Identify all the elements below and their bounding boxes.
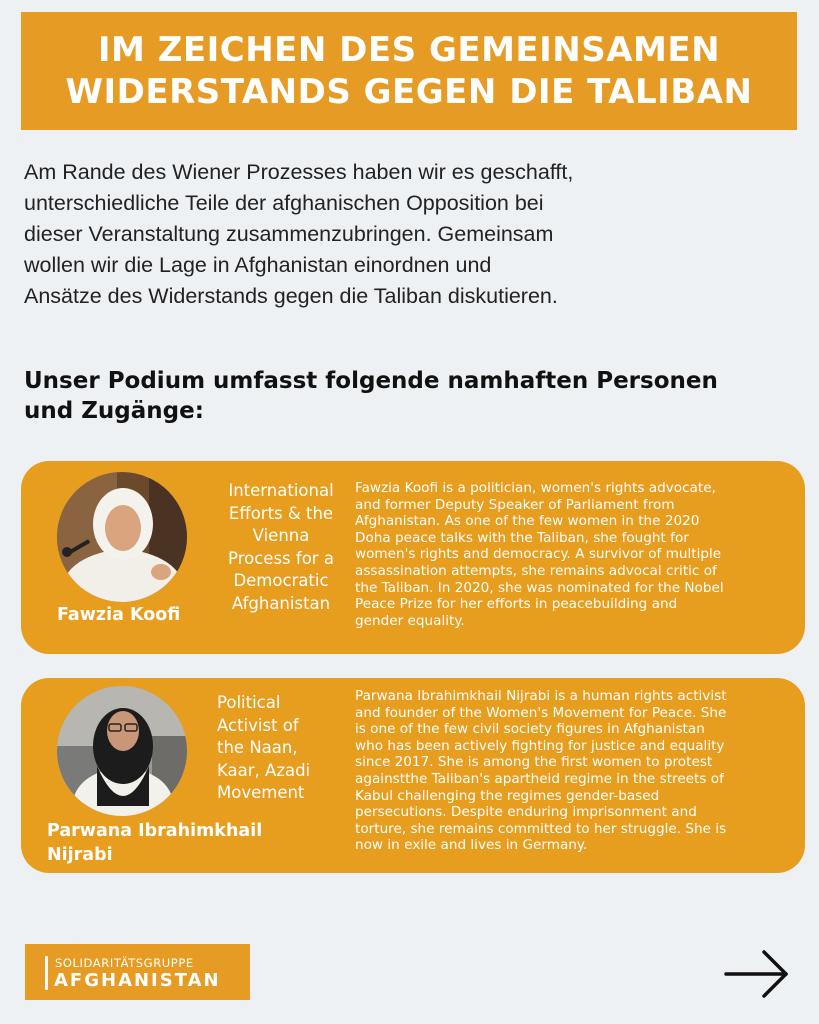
speaker-bio	[355, 688, 727, 854]
bio-line: now in exile and lives in Germany.	[355, 837, 588, 854]
topic-line: Process for a	[228, 548, 334, 568]
title-banner	[21, 12, 797, 130]
speaker-name: Fawzia Koofi	[57, 605, 181, 625]
speaker-topic	[211, 480, 351, 615]
bio-line: who has been actively fighting for justice and equality	[355, 737, 725, 754]
intro-paragraph	[24, 157, 804, 312]
speaker-card-fawzia-koofi	[21, 461, 805, 654]
speaker-card-parwana-nijrabi	[21, 678, 805, 873]
speaker-name-line: Nijrabi	[47, 845, 113, 865]
bio-line: Kabul challenging the regimes gender-based	[355, 787, 660, 804]
arrow-right-icon[interactable]	[722, 946, 792, 1002]
podium-heading	[24, 366, 784, 426]
title-line-2: WIDERSTANDS GEGEN DIE TALIBAN	[65, 72, 753, 112]
organization-logo	[25, 944, 250, 1000]
speaker-topic	[217, 692, 337, 805]
bio-line: Parwana Ibrahimkhail Nijrabi is a human rights activist	[355, 688, 727, 704]
intro-line: unterschiedliche Teile der afghanischen Opposition bei	[24, 191, 544, 215]
bio-line: the Taliban. In 2020, she was nominated for the Nobel	[355, 579, 724, 596]
bio-line: Doha peace talks with the Taliban, she fought for	[355, 529, 689, 546]
bio-line: Peace Prize for her efforts in peacebuilding and	[355, 596, 678, 613]
speaker-name-line: Parwana Ibrahimkhail	[47, 821, 263, 841]
topic-line: International	[228, 481, 334, 500]
bio-line: torture, she remains committed to her struggle. She is	[355, 820, 727, 837]
logo-mark-icon	[45, 956, 48, 990]
topic-line: Democratic	[233, 571, 329, 590]
bio-line: and former Deputy Speaker of Parliament from	[355, 496, 675, 513]
podium-heading-line: Unser Podium umfasst folgende namhaften Personen	[24, 368, 718, 394]
bio-line: since 2017. She is among the first women to protest	[355, 754, 713, 771]
topic-line: Kaar, Azadi	[217, 760, 311, 780]
speaker-photo	[57, 472, 187, 602]
bio-line: Afghanistan. As one of the few women in the 2020	[355, 513, 700, 530]
bio-line: women's rights and democracy. A survivor of multiple	[355, 546, 722, 563]
topic-line: Efforts & the	[228, 503, 334, 523]
bio-line: and founder of the Women's Movement for Peace. She	[355, 704, 727, 721]
speaker-photo	[57, 686, 187, 816]
bio-line: gender equality.	[355, 612, 465, 629]
bio-line: is one of the few civil society figures in Afghanistan	[355, 721, 705, 738]
topic-line: Afghanistan	[231, 593, 331, 613]
podium-heading-line: und Zugänge:	[24, 398, 204, 424]
topic-line: Vienna	[252, 526, 310, 545]
bio-line: againstthe Taliban's apartheid regime in the streets of	[355, 770, 724, 787]
intro-line: Am Rande des Wiener Prozesses haben wir es geschafft,	[24, 160, 574, 184]
logo-line-1: SOLIDARITÄTSGRUPPE	[55, 956, 194, 970]
logo-line-2: AFGHANISTAN	[54, 970, 221, 991]
title-line-1: IM ZEICHEN DES GEMEINSAMEN	[97, 30, 721, 70]
intro-line: wollen wir die Lage in Afghanistan einordnen und	[24, 253, 492, 277]
topic-line: the Naan,	[217, 738, 298, 757]
speaker-name	[47, 819, 262, 867]
bio-line: persecutions. Despite enduring imprisonment and	[355, 804, 697, 821]
bio-line: assassination attempts, she remains advocal critic of	[355, 562, 717, 579]
intro-line: Ansätze des Widerstands gegen die Taliban diskutieren.	[24, 284, 558, 308]
topic-line: Activist of	[217, 715, 299, 735]
intro-line: dieser Veranstaltung zusammenzubringen. Gemeinsam	[24, 222, 554, 246]
bio-line: Fawzia Koofi is a politician, women's rights advocate,	[355, 480, 716, 496]
topic-line: Political	[217, 693, 281, 712]
speaker-bio	[355, 480, 724, 629]
topic-line: Movement	[217, 783, 305, 802]
